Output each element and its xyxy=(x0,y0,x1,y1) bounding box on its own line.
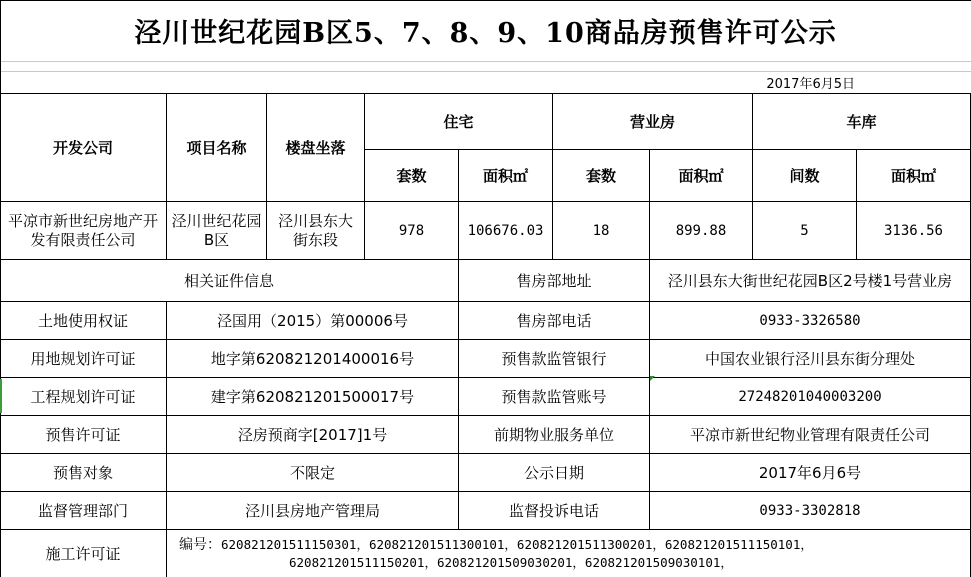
cert-header: 相关证件信息 xyxy=(0,260,459,302)
sales-office-address: 泾川县东大街世纪花园B区2号楼1号营业房 xyxy=(650,260,971,302)
header-commercial-area: 面积㎡ xyxy=(650,150,753,202)
project-location: 泾川县东大街东段 xyxy=(267,202,365,260)
residential-units-value: 978 xyxy=(365,202,459,260)
construction-permit-label: 施工许可证 xyxy=(0,530,167,577)
info-label: 预售款监管银行 xyxy=(459,340,650,378)
info-value: 0933-3326580 xyxy=(650,302,971,340)
cert-label: 土地使用权证 xyxy=(0,302,167,340)
info-label: 预售款监管账号 xyxy=(459,378,650,416)
garage-area-value: 3136.56 xyxy=(857,202,971,260)
info-value: 平凉市新世纪物业管理有限责任公司 xyxy=(650,416,971,454)
commercial-units-value: 18 xyxy=(553,202,650,260)
cert-label: 预售许可证 xyxy=(0,416,167,454)
header-project-name: 项目名称 xyxy=(167,93,267,202)
sales-office-address-label: 售房部地址 xyxy=(459,260,650,302)
cert-label: 预售对象 xyxy=(0,454,167,492)
cert-value: 泾川县房地产管理局 xyxy=(167,492,459,530)
construction-permit-numbers xyxy=(167,530,971,577)
garage-rooms-value: 5 xyxy=(753,202,857,260)
header-residential-units: 套数 xyxy=(365,150,459,202)
info-value: 27248201040003200 xyxy=(650,378,971,416)
header-garage-rooms: 间数 xyxy=(753,150,857,202)
header-commercial-units: 套数 xyxy=(553,150,650,202)
cert-value: 地字第620821201400016号 xyxy=(167,340,459,378)
cert-value: 建字第620821201500017号 xyxy=(167,378,459,416)
residential-area-value: 106676.03 xyxy=(459,202,553,260)
cert-value: 不限定 xyxy=(167,454,459,492)
info-value: 0933-3302818 xyxy=(650,492,971,530)
info-label: 售房部电话 xyxy=(459,302,650,340)
header-residential: 住宅 xyxy=(365,93,553,150)
info-value: 2017年6月6号 xyxy=(650,454,971,492)
cert-label: 监督管理部门 xyxy=(0,492,167,530)
page-title: 泾川世纪花园B区5、7、8、9、10商品房预售许可公示 xyxy=(0,0,971,62)
header-location: 楼盘坐落 xyxy=(267,93,365,202)
construction-permit-line2: 620821201511150201，620821201509030201，620821201509030101， xyxy=(289,555,733,570)
selection-marker xyxy=(0,379,2,413)
info-label: 监督投诉电话 xyxy=(459,492,650,530)
header-residential-area: 面积㎡ xyxy=(459,150,553,202)
spacer-row xyxy=(0,62,971,72)
info-label: 前期物业服务单位 xyxy=(459,416,650,454)
header-commercial: 营业房 xyxy=(553,93,753,150)
cert-label: 工程规划许可证 xyxy=(0,378,167,416)
cert-value: 泾国用（2015）第00006号 xyxy=(167,302,459,340)
project-name: 泾川世纪花园B区 xyxy=(167,202,267,260)
cert-value: 泾房预商字[2017]1号 xyxy=(167,416,459,454)
construction-permit-line1: 620821201511150301，620821201511300101，620821201511300201，620821201511150101， xyxy=(221,537,813,552)
info-label: 公示日期 xyxy=(459,454,650,492)
header-garage: 车库 xyxy=(753,93,971,150)
cert-label: 用地规划许可证 xyxy=(0,340,167,378)
construction-permit-prefix: 编号： xyxy=(179,537,221,553)
developer-name: 平凉市新世纪房地产开发有限责任公司 xyxy=(0,202,167,260)
header-developer: 开发公司 xyxy=(0,93,167,202)
info-value: 中国农业银行泾川县东街分理处 xyxy=(650,340,971,378)
publish-date: 2017年6月5日 xyxy=(766,77,855,92)
commercial-area-value: 899.88 xyxy=(650,202,753,260)
cell-error-indicator xyxy=(650,376,655,381)
header-garage-area: 面积㎡ xyxy=(857,150,971,202)
